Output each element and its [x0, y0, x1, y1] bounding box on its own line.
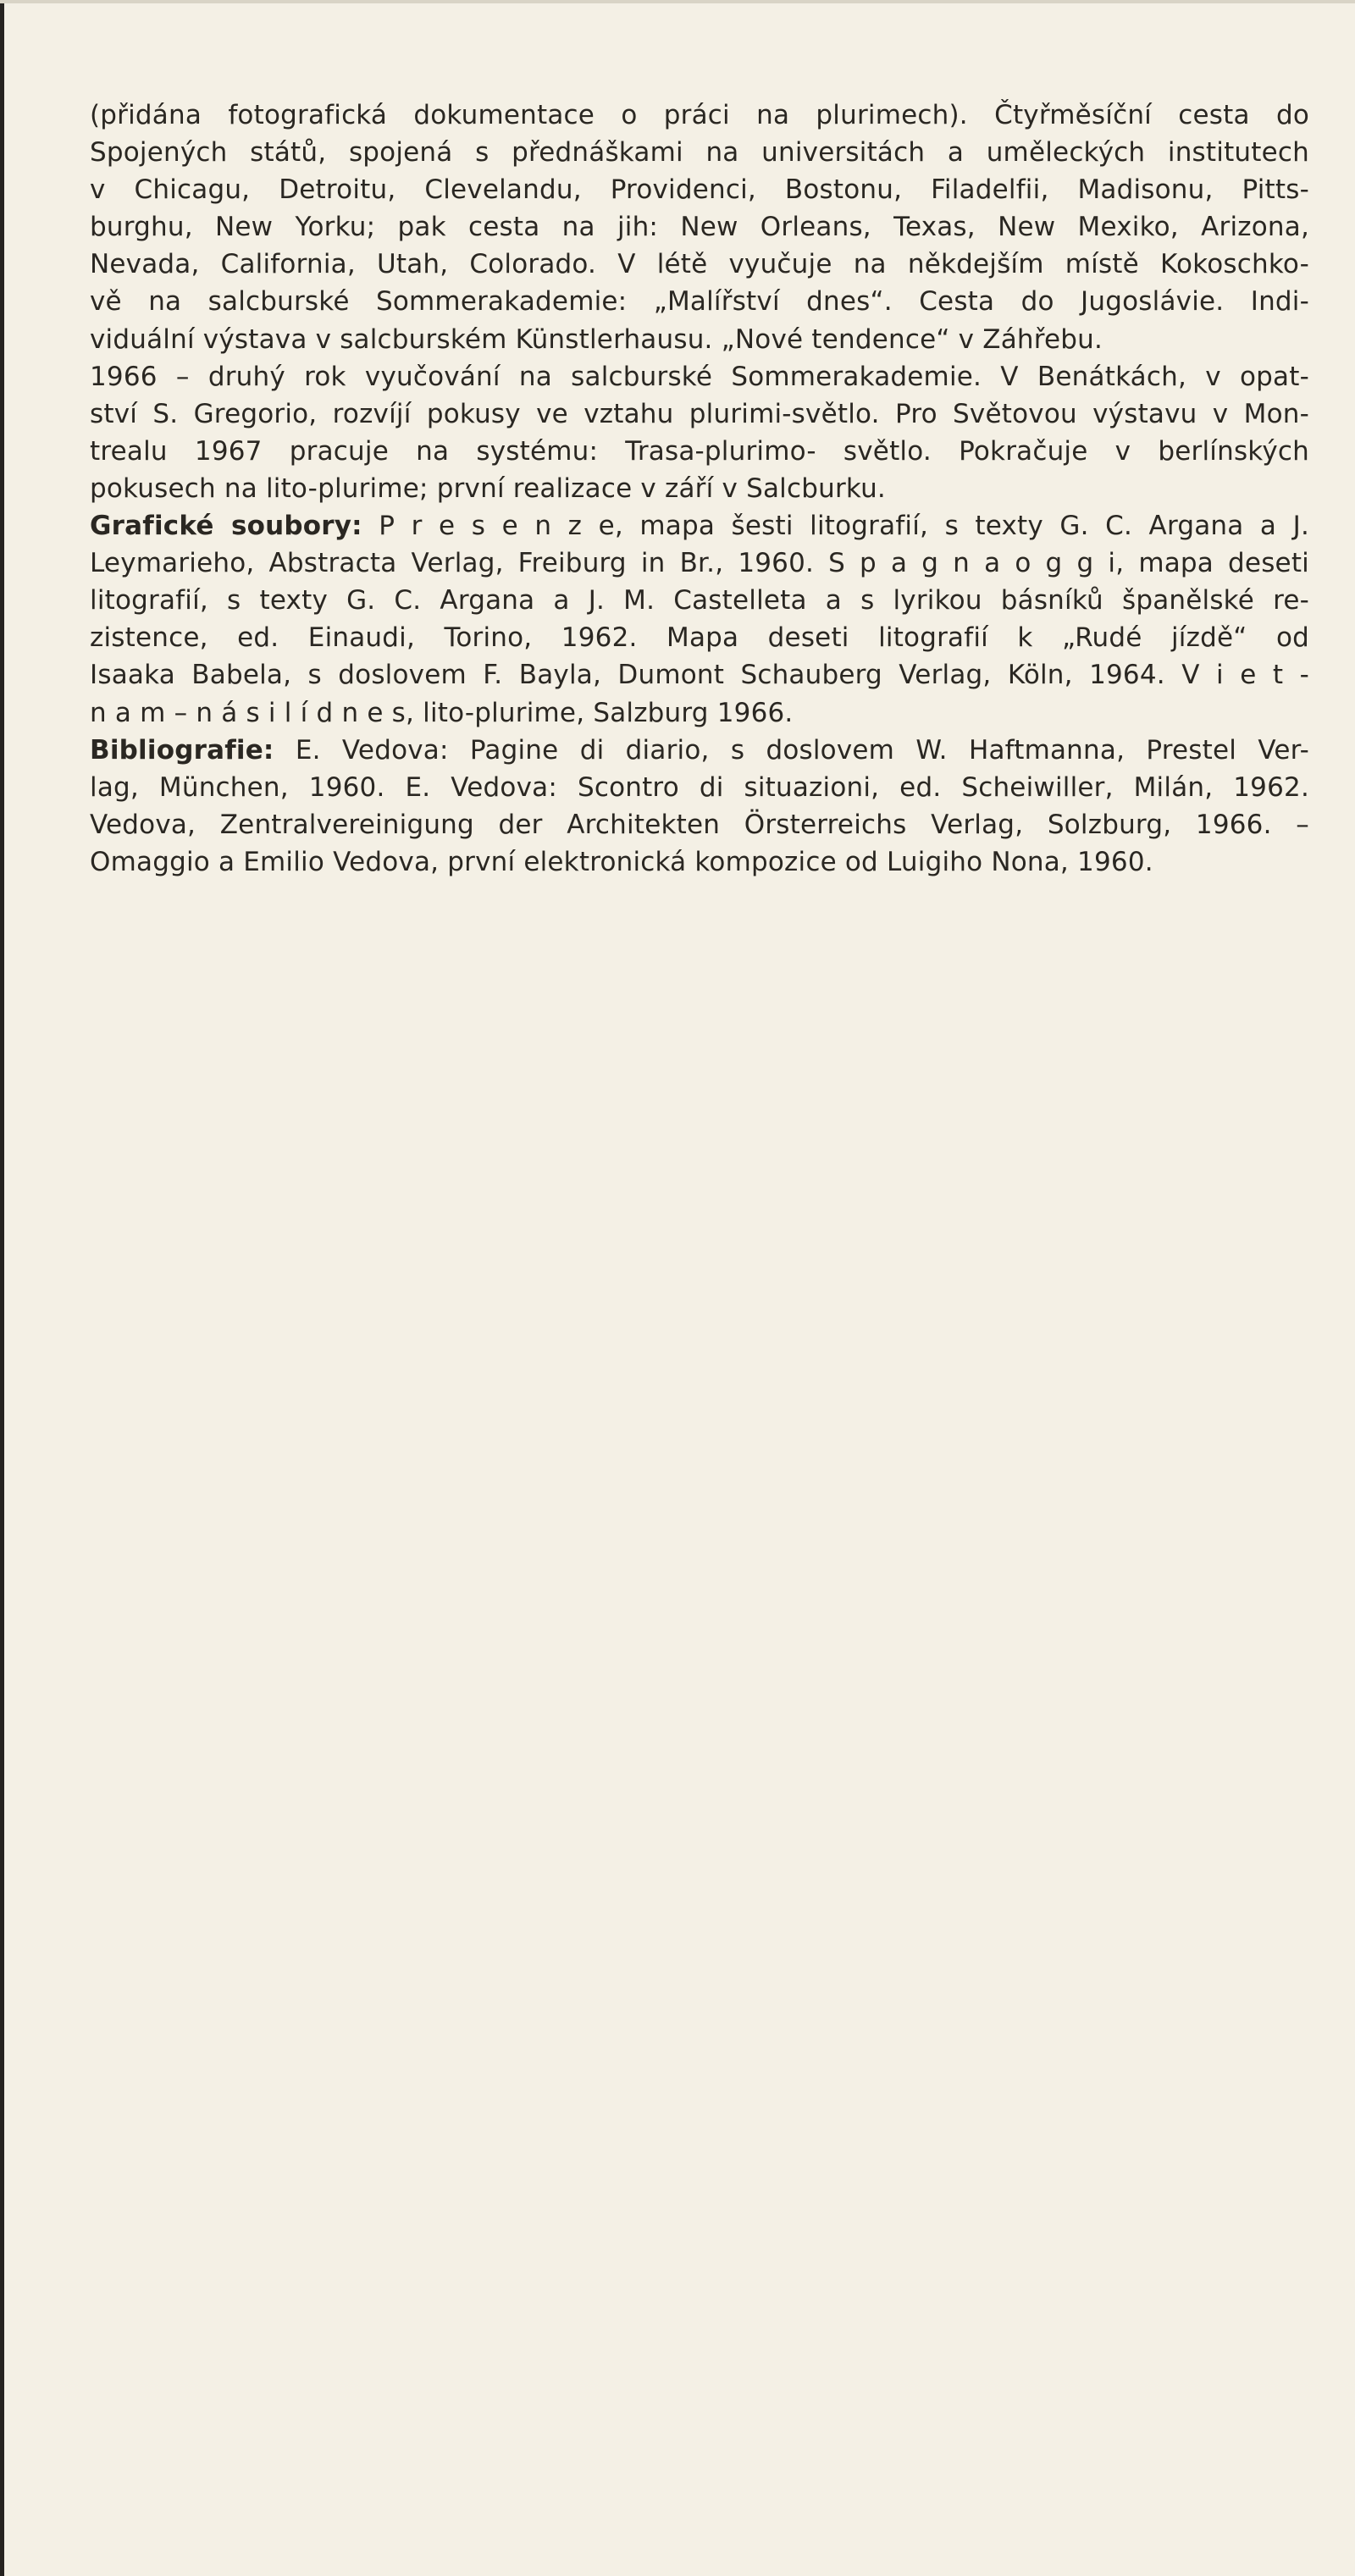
text-line [90, 395, 1309, 433]
text-line [90, 694, 1309, 732]
text-line [90, 171, 1309, 208]
text-line [90, 843, 1309, 881]
text-segment: ství S. Gregorio, rozvíjí pokusy ve vztahu plurimi-světlo. Pro Světovou výstavu v Mon- [90, 398, 1309, 429]
text-line [90, 769, 1309, 806]
text-segment: trealu 1967 pracuje na systému: Trasa-plurimo- světlo. Pokračuje v berlínských [90, 435, 1309, 467]
text-line [90, 656, 1309, 694]
page-top-edge [0, 0, 1355, 3]
text-line [90, 246, 1309, 283]
text-line [90, 358, 1309, 395]
text-segment: Omaggio a Emilio Vedova, první elektronická kompozice od Luigiho Nona, 1960. [90, 846, 1153, 877]
text-segment: vě na salcburské Sommerakademie: „Malířství dnes“. Cesta do Jugoslávie. Indi- [90, 286, 1309, 318]
text-line [90, 806, 1309, 843]
text-line [90, 582, 1309, 619]
text-line [90, 619, 1309, 656]
text-segment: E. Vedova: Pagine di diario, s doslovem W. Haftmanna, Prestel Ver- [274, 734, 1309, 766]
text-segment: burghu, New Yorku; pak cesta na jih: New Orleans, Texas, New Mexiko, Arizona, [90, 212, 1309, 243]
text-segment: 1966 – druhý rok vyučování na salcburské Sommerakademie. V Benátkách, v opat- [90, 361, 1309, 392]
text-segment: Isaaka Babela, s doslovem F. Bayla, Dumont Schauberg Verlag, Köln, 1964. V i e t - [90, 660, 1309, 691]
text-line [90, 321, 1309, 358]
document-body [90, 97, 1309, 881]
text-segment: P r e s e n z e, mapa šesti litografií, s texty G. C. Argana a J. [362, 511, 1309, 542]
text-segment: pokusech na lito-plurime; první realizace v září v Salcburku. [90, 473, 886, 504]
text-line [90, 470, 1309, 507]
section-heading-bibliography: Bibliografie: [90, 734, 274, 766]
text-segment: Nevada, California, Utah, Colorado. V létě vyučuje na někdejším místě Kokoschko- [90, 249, 1309, 280]
text-line [90, 544, 1309, 582]
text-segment: Vedova, Zentralvereinigung der Architekten Örsterreichs Verlag, Solzburg, 1966. – [90, 809, 1309, 840]
text-segment: litografií, s texty G. C. Argana a J. M. Castelleta a s lyrikou básníků španělské re- [90, 585, 1309, 616]
section-heading-graphics: Grafické soubory: [90, 511, 362, 542]
text-line [90, 732, 1309, 769]
text-segment: (přidána fotografická dokumentace o práci na plurimech). Čtyřměsíční cesta do [90, 100, 1309, 130]
text-segment: Leymarieho, Abstracta Verlag, Freiburg in Br., 1960. S p a g n a o g g i, mapa deseti [90, 548, 1309, 579]
page-left-edge [0, 0, 4, 2576]
text-line [90, 433, 1309, 470]
text-line [90, 208, 1309, 246]
text-segment: v Chicagu, Detroitu, Clevelandu, Providenci, Bostonu, Filadelfii, Madisonu, Pitts- [90, 174, 1309, 206]
text-segment: lag, München, 1960. E. Vedova: Scontro di situazioni, ed. Scheiwiller, Milán, 1962. [90, 771, 1309, 803]
text-segment: zistence, ed. Einaudi, Torino, 1962. Mapa deseti litografií k „Rudé jízdě“ od [90, 622, 1309, 654]
text-segment: Spojených států, spojená s přednáškami na universitách a uměleckých institutech [90, 137, 1309, 169]
text-line [90, 97, 1309, 134]
text-line [90, 134, 1309, 171]
text-segment: viduální výstava v salcburském Künstlerhausu. „Nové tendence“ v Záhřebu. [90, 323, 1103, 355]
text-line [90, 507, 1309, 544]
text-line [90, 283, 1309, 320]
text-segment: n a m – n á s i l í d n e s, lito-plurime, Salzburg 1966. [90, 697, 794, 728]
